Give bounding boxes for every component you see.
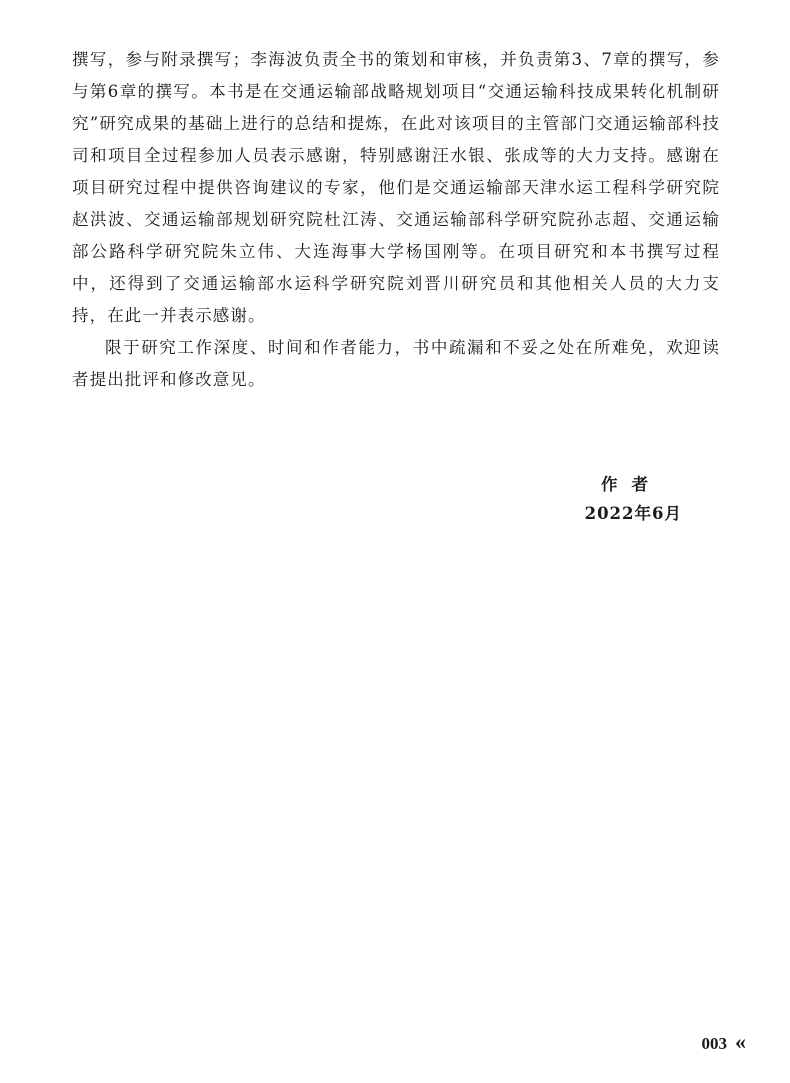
page-number: 003 xyxy=(701,1034,727,1053)
chevron-left-double-icon: « xyxy=(735,1029,746,1054)
paragraph-disclaimer: 限于研究工作深度、时间和作者能力，书中疏漏和不妥之处在所难免，欢迎读者提出批评和修改意见。 xyxy=(72,338,720,389)
body-text xyxy=(72,44,720,396)
signature-block xyxy=(482,470,682,528)
paragraph-acknowledgements: 撰写，参与附录撰写；李海波负责全书的策划和审核，并负责第3、7章的撰写，参与第6章的撰写。本书是在交通运输部战略规划项目“交通运输科技成果转化机制研究”研究成果的基础上进行的总结和提炼，在此对该项目的主管部门交通运输部科技司和项目全过程参加人员表示感谢，特别感谢汪水银、张成等的大力支持。感谢在项目研究过程中提供咨询建议的专家，他们是交通运输部天津水运工程科学研究院赵洪波、交通运输部规划研究院杜江涛、交通运输部科学研究院孙志超、交通运输部公路科学研究院朱立伟、大连海事大学杨国刚等。在项目研究和本书撰写过程中，还得到了交通运输部水运科学研究院刘晋川研究员和其他相关人员的大力支持，在此一并表示感谢。 xyxy=(72,50,720,325)
signature-date: 2022年6月 xyxy=(584,504,682,523)
signature-author: 作者 xyxy=(601,475,662,494)
page-number-footer xyxy=(702,1029,747,1055)
